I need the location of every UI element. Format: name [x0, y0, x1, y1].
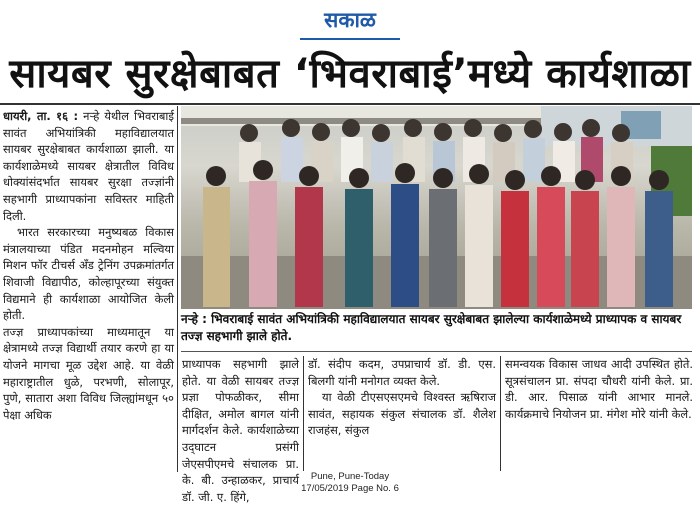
article-paragraph: डॉ. संदीप कदम, उपप्राचार्य डॉ. डी. एस. बिलगी यांनी मनोगत व्यक्त केले. [308, 357, 496, 388]
article-paragraph: तज्ज्ञ प्राध्यापकांच्या माध्यमातून या क्षेत्रामध्ये तज्ज्ञ विद्यार्थी तयार करणे हा या योजने मागचा मूळ उद्देश आहे. या वेळी महाराष्ट्रातील धुळे, परभणी, सोलापूर, पुणे, सातारा अशा विविध जिल्ह्यांमधून ५० पेक्षा अधिक [3, 324, 174, 422]
headline-rule [0, 103, 700, 105]
column-divider [177, 106, 178, 472]
article-headline: सायबर सुरक्षेबाबत ‘भिवराबाई’मध्ये कार्यशाळा [9, 51, 691, 97]
column-divider [500, 356, 501, 471]
article-paragraph [3, 108, 174, 224]
article-paragraph: प्राध्यापक सहभागी झाले होते. या वेळी सायबर तज्ज्ञ प्रज्ञा पोफळीकर, सीमा दीक्षित, अमोल बागल यांनी मार्गदर्शन केले. कार्यशाळेच्या उद्‍घाटन प्रसंगी जेएसपीएमचे संचालक प्रा. के. बी. उन्हाळकर, प्राचार्य डॉ. जी. ए. हिंगे, [182, 357, 299, 504]
article-column-3 [308, 356, 496, 439]
caption-rule [181, 351, 692, 352]
page-footer [0, 471, 700, 495]
article-paragraph-text: नऱ्हे येथील भिवराबाई सावंत अभियांत्रिकी महाविद्यालयात सायबर सुरक्षेबाबत कार्यशाळा झाली. या कार्यशाळेमध्ये सायबर क्षेत्रातील विविध धोक्यांसंदर्भात सायबर सुरक्षा तज्ज्ञांनी सहभागी प्राध्यापकांना सविस्तर माहिती दिली. [3, 109, 174, 223]
article-column-left [3, 108, 174, 423]
photo-caption: नऱ्हे : भिवराबाई सावंत अभियांत्रिकी महाविद्यालयात सायबर सुरक्षेबाबत झालेल्या कार्यशाळेमध्ये प्राध्यापक व सायबर तज्ज्ञ सहभागी झाले होते. [181, 312, 682, 343]
event-group-photo [181, 106, 692, 309]
article-column-4 [505, 356, 693, 422]
article-paragraph: भारत सरकारच्या मनुष्यबळ विकास मंत्रालयाच्या पंडित मदनमोहन मल्विया मिशन फॉर टीचर्स अँड ट्रेनिंग उपक्रमांतर्गत शिवाजी विद्यापीठ, कोल्हापूरच्या संयुक्त विद्यमाने ही कार्यशाळा आयोजित केली होती. [3, 225, 174, 323]
article-dateline: धायरी, ता. १६ : [3, 109, 79, 123]
newspaper-masthead: सकाळ [324, 7, 376, 32]
group-photo-illustration [181, 106, 692, 309]
footer-edition: Pune, Pune-Today [310, 471, 390, 482]
article-paragraph: या वेळी टीएसएसएमचे विश्वस्त ऋषिराज सावंत, सहायक संकुल संचालक डॉ. शैलेश राजहंस, संकुल [308, 390, 496, 438]
column-divider [303, 356, 304, 471]
footer-date-page: 17/05/2019 Page No. 6 [301, 483, 399, 494]
masthead-underline [300, 38, 400, 40]
article-paragraph: समन्वयक विकास जाधव आदी उपस्थित होते. सूत्रसंचालन प्रा. संपदा चौधरी यांनी केले. प्रा. डी. आर. पिसाळ यांनी आभार मानले. कार्यक्रमाचे नियोजन प्रा. मंगेश मोरे यांनी केले. [505, 357, 693, 421]
